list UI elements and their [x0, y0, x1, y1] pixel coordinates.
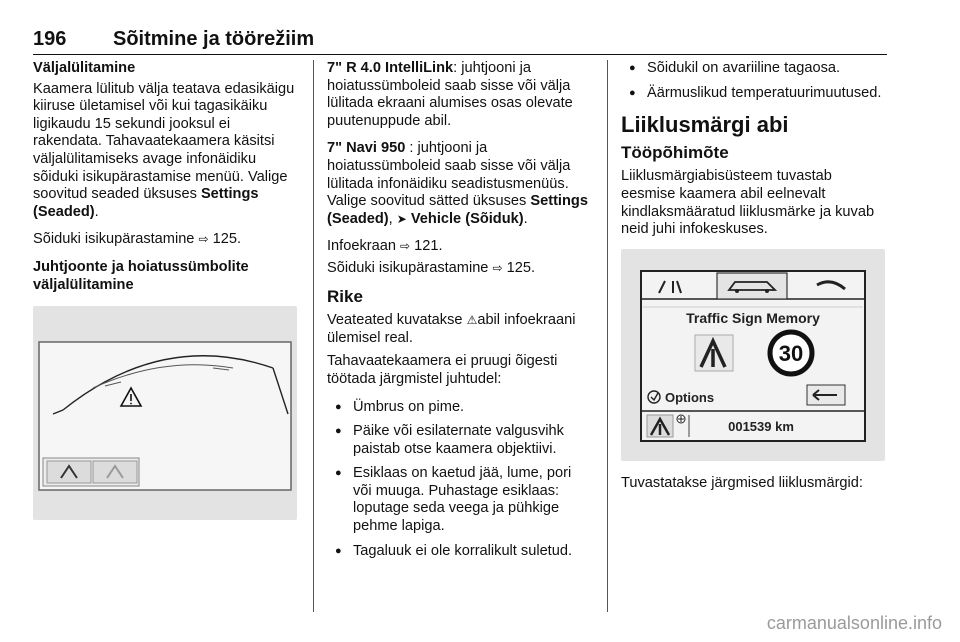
- arrow-icon: ⇨: [198, 232, 209, 247]
- paragraph: 7" Navi 950 : juhtjooni ja hoiatussümboleid saab sisse või välja lülitada infonäidiku seadistusmenüüs. Valige soovitud sätted üksuses Settings (Seaded), ➤ Vehicle (Sõiduk).: [327, 140, 588, 227]
- page-number: 196: [33, 28, 67, 50]
- list-item: ● Äärmuslikud temperatuurimuutused.: [621, 85, 887, 103]
- motorway-small-icon: [647, 415, 673, 437]
- cross-reference: Sõiduki isikupärastamine ⇨ 125.: [33, 231, 242, 248]
- odometer-value: 001539 km: [728, 418, 794, 434]
- list-item: ● Tagaluuk ei ole korralikult suletud.: [327, 543, 593, 561]
- bullet-list: [621, 60, 887, 102]
- traffic-sign-memory-figure: [621, 249, 885, 461]
- paragraph: Veateated kuvatakse ⚠abil infoekraani ülemisel real.: [327, 312, 576, 346]
- section-heading: Liiklusmärgi abi: [621, 112, 789, 138]
- watermark: carmanualsonline.info: [766, 613, 942, 633]
- paragraph: Kaamera lülitub välja teatava edasikäigu kiiruse ületamisel või kui tagasikäiku ligikaudu 15 sekundi jooksul ei rakendata. Tahavaatekaamera käsitsi väljalülitamiseks avage infonäidiku sõiduki isikupärastamise menüü. Valige soovitud seaded üksuses Settings (Seaded).: [33, 80, 295, 220]
- subsection-heading: Tööpõhimõte: [621, 142, 729, 162]
- warning-icon: ⚠: [466, 313, 478, 328]
- plus-icon: [677, 415, 685, 423]
- section-heading: Rike: [327, 286, 363, 306]
- bullet-list: [327, 399, 593, 561]
- arrow-icon: ⇨: [400, 239, 411, 254]
- paragraph: Liiklusmärgiabisüsteem tuvastab eesmise kaamera abil eelnevalt kindlaksmääratud liiklusmärke ja kuvab neid juhi infokeskuses.: [621, 168, 875, 238]
- chapter-title: Sõitmine ja töörežiim: [113, 28, 315, 50]
- section-heading: Väljalülitamine: [33, 60, 136, 76]
- arrow-icon: ⇨: [492, 260, 503, 275]
- screen-title: Traffic Sign Memory: [686, 309, 820, 326]
- rear-camera-display-figure: [33, 306, 297, 520]
- list-item: ● Sõidukil on avariiline tagaosa.: [621, 60, 887, 78]
- list-item: ● Päike või esilaternate valgusvihk paistab otse kaamera objektiivi.: [327, 423, 593, 458]
- paragraph: 7" R 4.0 IntelliLink: juhtjooni ja hoiatussümboleid saab sisse või välja lülitada ekraani alumises osas olevate puutenuppude abil.: [327, 60, 573, 129]
- subsection-heading: Juhtjoonte ja hoiatussümbolite väljalülitamine: [33, 258, 249, 293]
- cross-reference: Sõiduki isikupärastamine ⇨ 125.: [327, 259, 536, 276]
- motorway-sign-icon: [695, 335, 733, 371]
- paragraph: Tuvastatakse järgmised liiklusmärgid:: [621, 474, 863, 491]
- speed-limit-sign-icon: [770, 332, 812, 374]
- column-2: [327, 60, 593, 570]
- paragraph: Tahavaatekaamera ei pruugi õigesti töötada järgmistel juhtudel:: [327, 353, 558, 387]
- list-item: ● Ümbrus on pime.: [327, 399, 593, 417]
- column-3: [621, 60, 887, 502]
- back-arrow-icon: [807, 385, 845, 405]
- page-header: [33, 28, 887, 55]
- column-divider: [607, 60, 608, 612]
- column-1: [33, 60, 301, 520]
- next-arrow-icon: ➤: [396, 211, 407, 226]
- list-item: ● Esiklaas on kaetud jää, lume, pori või muuga. Puhastage esiklaas: loputage seda veega ja pühkige pehme lapiga.: [327, 465, 593, 535]
- svg-text:30: 30: [778, 340, 804, 366]
- options-label: Options: [665, 389, 715, 405]
- column-divider: [313, 60, 314, 612]
- cross-reference: Infoekraan ⇨ 121.: [327, 238, 443, 255]
